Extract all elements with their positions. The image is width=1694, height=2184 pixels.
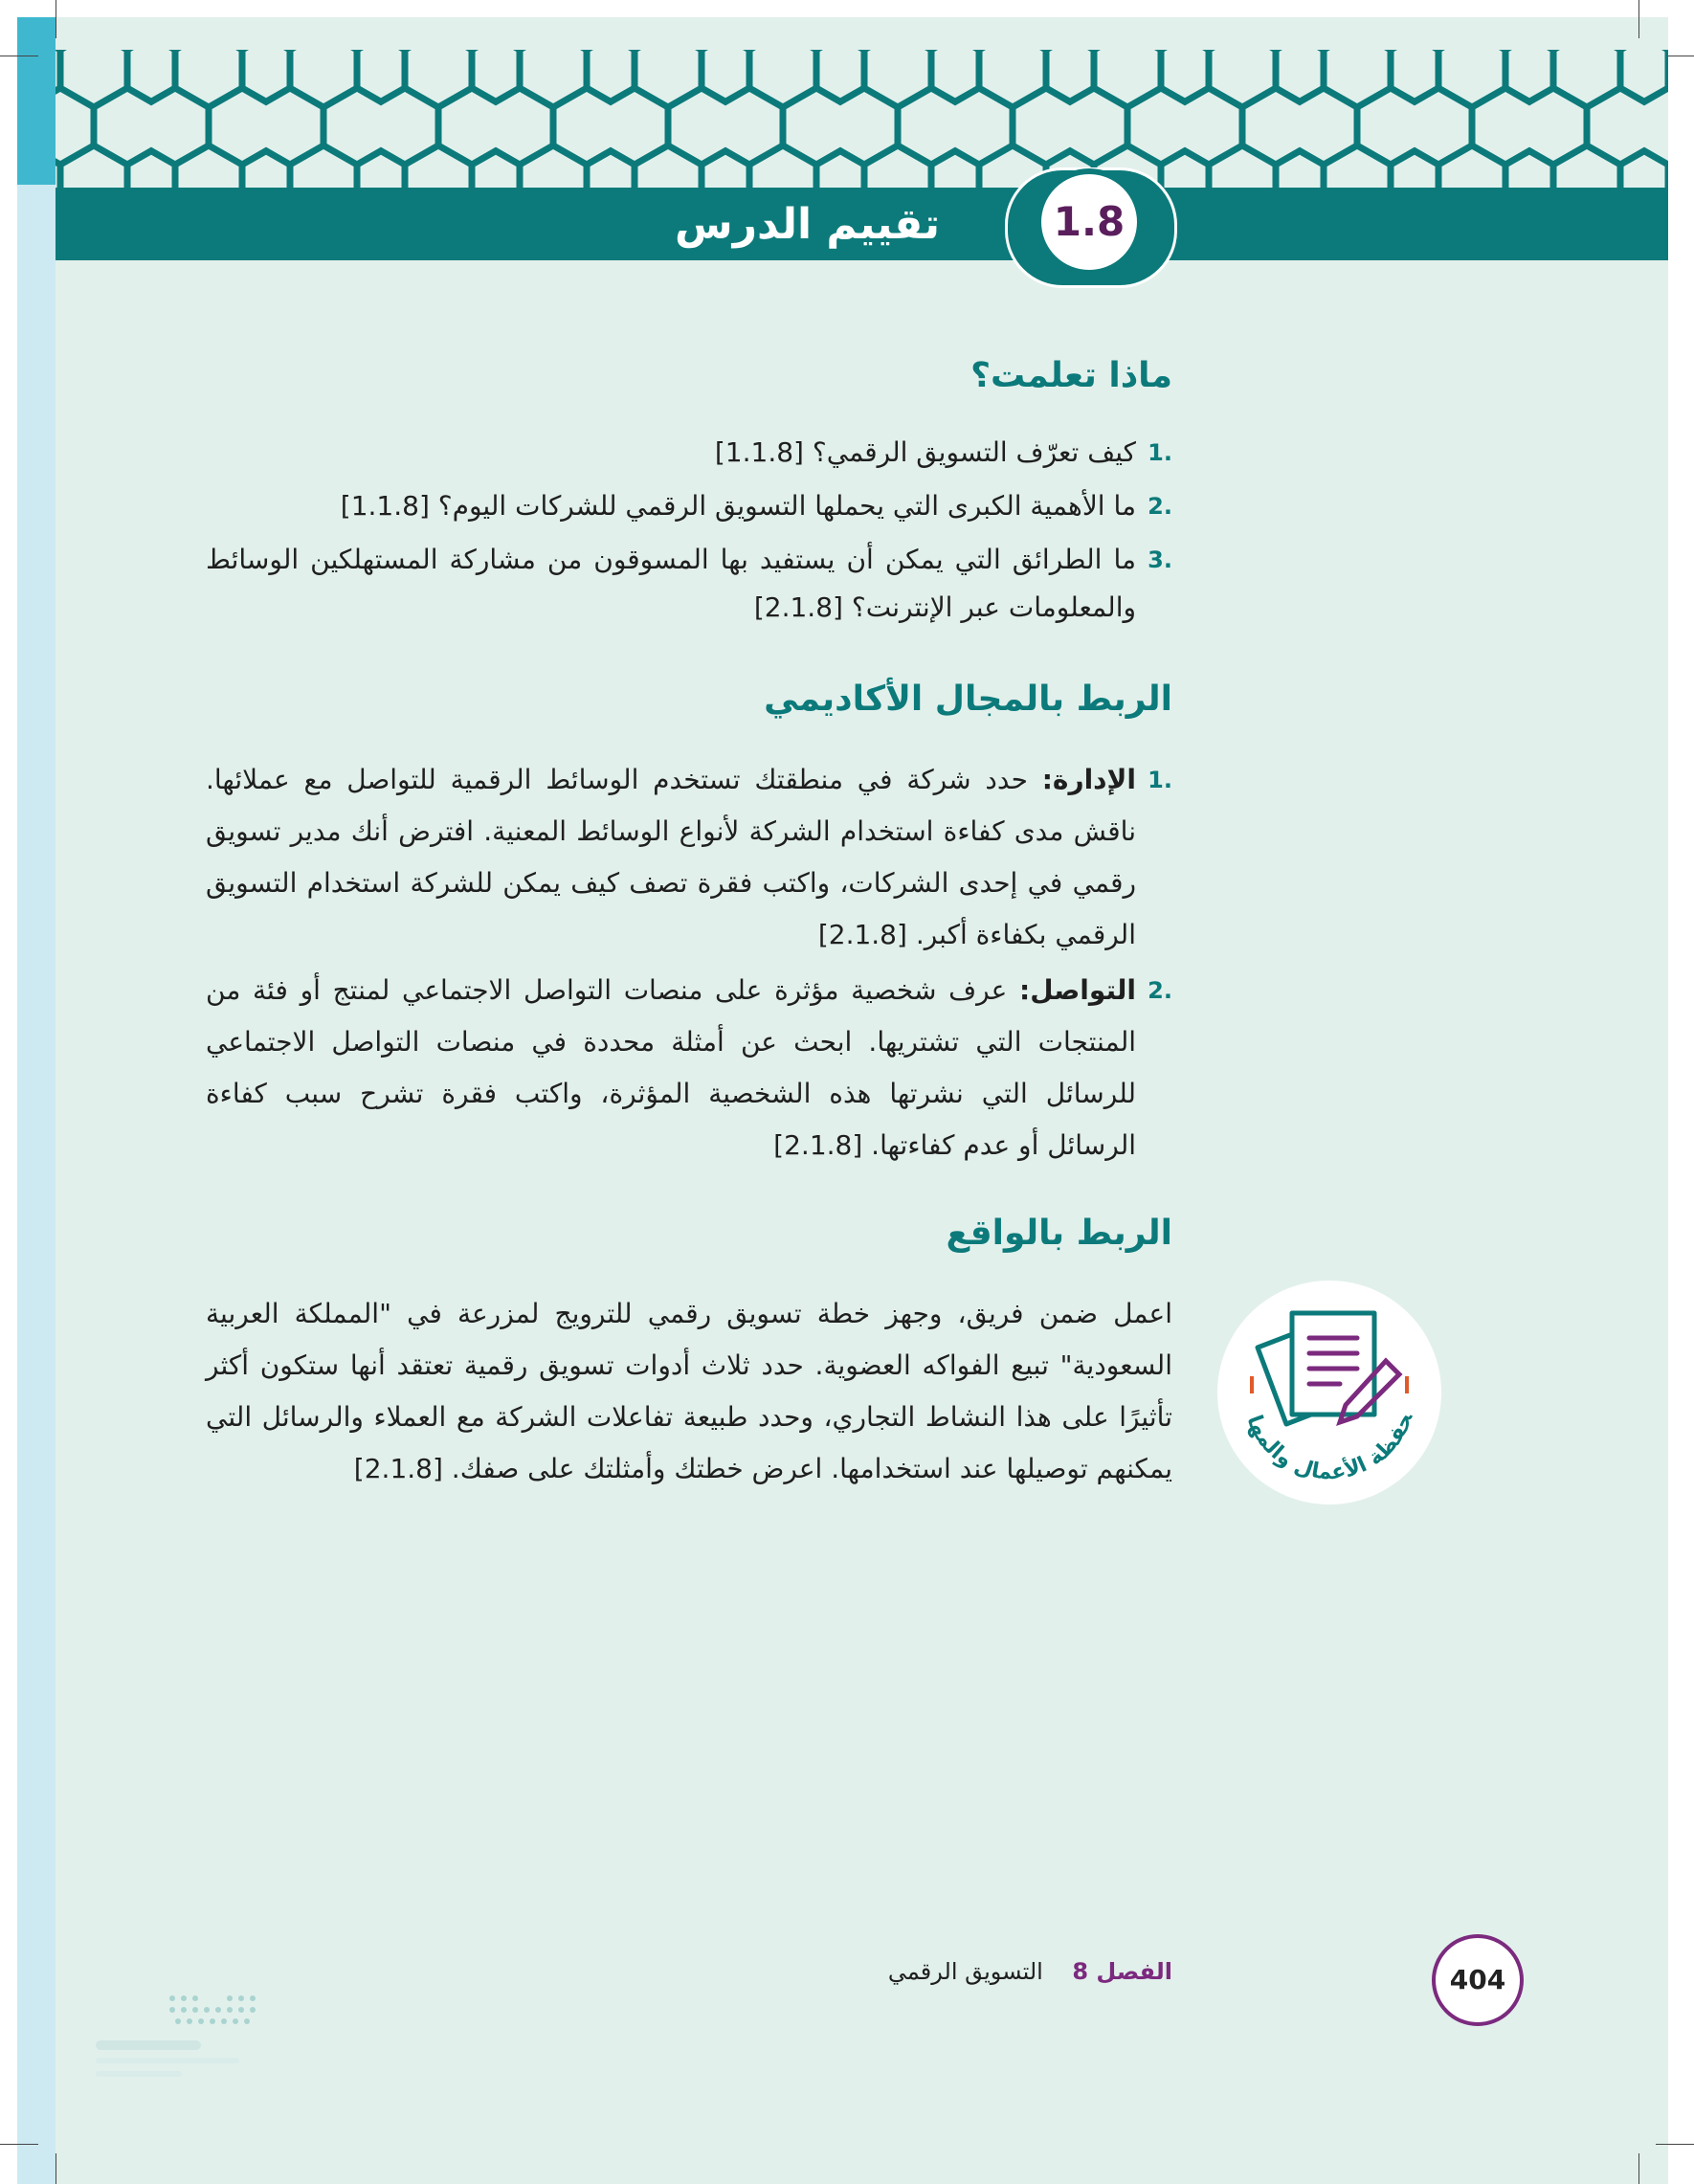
left-edge-strip	[17, 17, 56, 2184]
lesson-number-badge: 1.8	[1036, 168, 1143, 276]
question-text: ما الأهمية الكبرى التي يحملها التسويق الرقمي للشركات اليوم؟ [1.1.8]	[340, 490, 1136, 522]
item-text: حدد شركة في منطقتك تستخدم الوسائط الرقمية للتواصل مع عملائها. ناقش مدى كفاءة استخدام الشركة لأنواع الوسائط المعنية. افترض أنك مدير تسويق رقمي في إحدى الشركات، واكتب فقرة تصف كيف يمكن للشركة استخدام التسويق الرقمي بكفاءة أكبر. [2.1.8]	[206, 764, 1136, 950]
document-pencil-icon	[1217, 1281, 1441, 1504]
left-edge-tab	[17, 17, 56, 185]
crop-mark	[0, 2144, 38, 2145]
crop-mark	[1656, 2144, 1694, 2145]
question-text: كيف تعرّف التسويق الرقمي؟ [1.1.8]	[714, 436, 1136, 468]
list-item: .1 الإدارة: حدد شركة في منطقتك تستخدم الوسائط الرقمية للتواصل مع عملائها. ناقش مدى كفاءة استخدام الشركة لأنواع الوسائط المعنية. افترض أنك مدير تسويق رقمي في إحدى الشركات، واكتب فقرة تصف كيف يمكن للشركة استخدام التسويق الرقمي بكفاءة أكبر. [2.1.8]	[206, 764, 1172, 950]
page-title: تقييم الدرس	[675, 200, 940, 249]
item-text: عرف شخصية مؤثرة على منصات التواصل الاجتماعي لمنتج أو فئة من المنتجات التي تشتريها. ابحث عن أمثلة محددة في منصات التواصل الاجتماعي للرسائل التي نشرتها هذه الشخصية المؤثرة، واكتب فقرة تشرح سبب كفاءة الرسائل أو عدم كفاءتها. [2.1.8]	[206, 974, 1136, 1161]
portfolio-label: حفظة الأعمال والمها	[1241, 1409, 1418, 1485]
reality-text: اعمل ضمن فريق، وجهز خطة تسويق رقمي للترويج لمزرعة في "المملكة العربية السعودية" تبيع الفواكه العضوية. حدد ثلاث أدوات تسويق رقمية تعتقد أنها ستكون أكثر تأثيرًا على هذا النشاط التجاري، وحدد طبيعة تفاعلات الشركة مع العملاء والرسائل التي يمكنهم توصيلها عند استخدامها. اعرض خطتك وأمثلتك على صفك. [2.1.8]	[206, 1298, 1172, 1484]
learned-list	[206, 429, 1172, 632]
ministry-of-education-logo	[96, 1991, 316, 2134]
page-number: 404	[1432, 1934, 1524, 2026]
chapter-footer	[888, 1958, 1172, 1985]
portfolio-badge	[1217, 1281, 1441, 1504]
chapter-title: التسويق الرقمي	[887, 1958, 1043, 1985]
question-text: ما الطرائق التي يمكن أن يستفيد بها المسوقون من مشاركة المستهلكين الوسائط والمعلومات عبر الإنترنت؟ [2.1.8]	[206, 544, 1136, 623]
list-item: .3 ما الطرائق التي يمكن أن يستفيد بها المسوقون من مشاركة المستهلكين الوسائط والمعلومات عبر الإنترنت؟ [2.1.8]	[206, 544, 1172, 623]
reality-paragraph	[206, 1288, 1172, 1495]
chapter-label: الفصل 8	[1072, 1958, 1172, 1985]
crop-mark	[1638, 2153, 1639, 2184]
section-heading-learned: ماذا تعلمت؟	[970, 356, 1172, 395]
item-keyword: التواصل:	[1019, 974, 1136, 1006]
section-heading-reality: الربط بالواقع	[946, 1214, 1172, 1253]
list-item: .2 ما الأهمية الكبرى التي يحملها التسويق الرقمي للشركات اليوم؟ [1.1.8]	[340, 490, 1172, 522]
academic-list	[206, 754, 1172, 1171]
crop-mark	[1638, 0, 1639, 38]
list-item: .1 كيف تعرّف التسويق الرقمي؟ [1.1.8]	[714, 436, 1172, 468]
list-item: .2 التواصل: عرف شخصية مؤثرة على منصات التواصل الاجتماعي لمنتج أو فئة من المنتجات التي تشتريها. ابحث عن أمثلة محددة في منصات التواصل الاجتماعي للرسائل التي نشرتها هذه الشخصية المؤثرة، واكتب فقرة تشرح سبب كفاءة الرسائل أو عدم كفاءتها. [2.1.8]	[206, 974, 1172, 1161]
section-heading-academic: الربط بالمجال الأكاديمي	[764, 680, 1172, 719]
item-keyword: الإدارة:	[1041, 764, 1136, 795]
